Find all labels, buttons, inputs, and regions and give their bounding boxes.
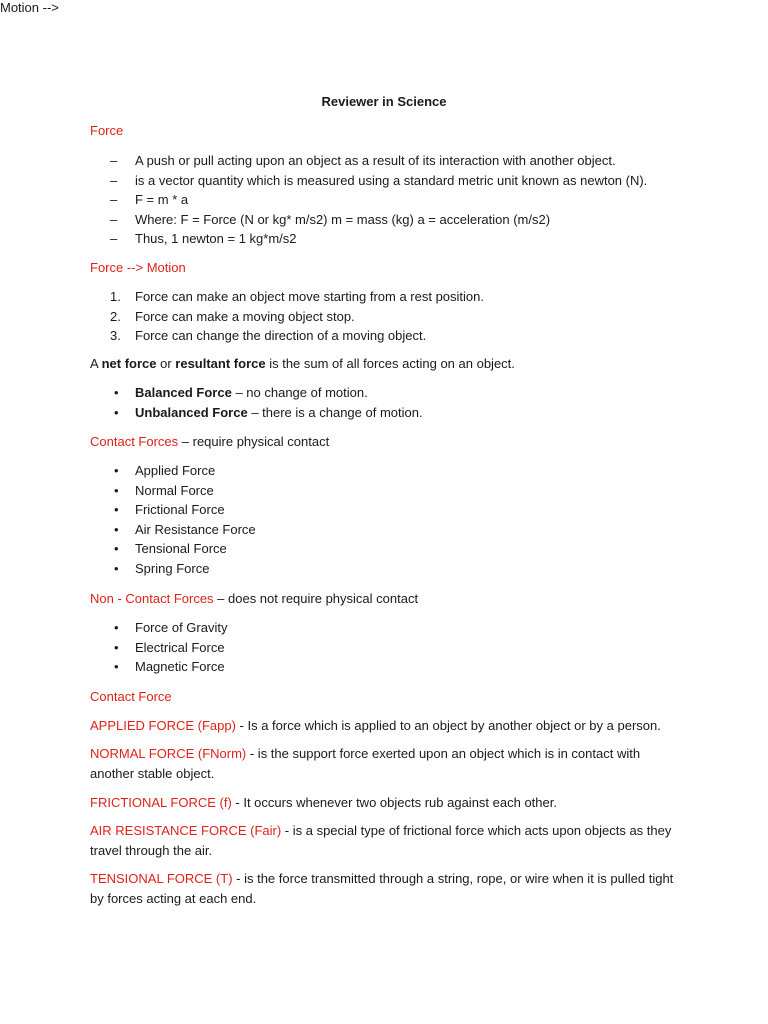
definition-normal-force: NORMAL FORCE (FNorm) - is the support force exerted upon an object which is in contact with another stable object. xyxy=(90,746,641,781)
contact-forces-heading: Contact Forces – require physical contact xyxy=(90,434,330,449)
definition-tensional-force: TENSIONAL FORCE (T) - is the force transmitted through a string, rope, or wire when it is pulled tight by forces acting at each end. xyxy=(90,871,674,906)
definition-air-resistance-force: AIR RESISTANCE FORCE (Fair) - is a special type of frictional force which acts upon objects as they travel through the air. xyxy=(90,823,672,858)
heading-contact-force: Contact Force xyxy=(90,689,172,704)
non-contact-forces-heading: Non - Contact Forces – does not require physical contact xyxy=(90,591,419,606)
heading-force: Force xyxy=(90,123,124,138)
net-force-paragraph: A net force or resultant force is the sum of all forces acting on an object. xyxy=(90,356,515,371)
heading-force-motion: Force --> Motion xyxy=(90,260,186,275)
document-title: Reviewer in Science xyxy=(321,94,447,109)
definition-applied-force: APPLIED FORCE (Fapp) - Is a force which is applied to an object by another object or by a person. xyxy=(90,718,661,733)
document-page: Reviewer in Science Force – A push or pull acting upon an object as a result of its interaction with another object. – is a vector quantity which is measured using a standard metric unit known as newton (N). – F = m * a – Where: F = Force (N or kg* m/s2) m = mass (kg) a = acceleration (m/s2) – Thus, 1 newton = 1 kg*m/s2 Motion --> Force --> Motion 1. Force can make an object move starting from a rest position. 2. Force can make a moving object stop. 3. Force can change the direction of a moving object. A net force or resultant force is the sum of all forces acting on an object. • Balanced Force – no change of motion. • Unbalanced Force – there is a change of motion. Contact Forces – require physical contact • Applied Force • Normal Force • Frictional Force • Air Resistance Force • Tensional Force • Spring Force Non - Contact Forces – does not require physical contact • Force of Gravity • Electrical Force • Magnetic Force Contact Force APPLIED FORCE (Fapp) - Is a force which is applied to an object by another object or by a person. NORMAL FORCE (FNorm) - is the support force exerted upon an object which is in contact with another stable object. FRICTIONAL FORCE (f) - It occurs whenever two objects rub against each other. AIR RESISTANCE FORCE (Fair) - is a special type of frictional force which acts upon objects as they travel through the air. TENSIONAL FORCE (T) - is the force transmitted through a string, rope, or wire when it is pulled tight by forces acting at each end. xyxy=(0,0,768,1024)
definition-frictional-force: FRICTIONAL FORCE (f) - It occurs whenever two objects rub against each other. xyxy=(90,795,557,810)
